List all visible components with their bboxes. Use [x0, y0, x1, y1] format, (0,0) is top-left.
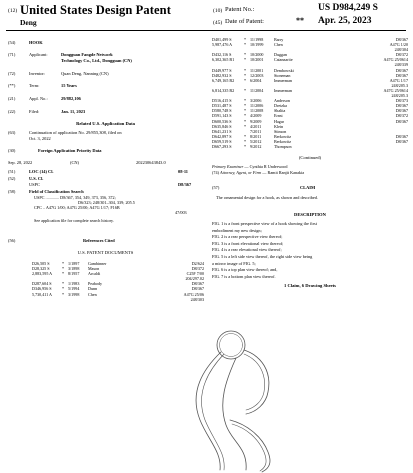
reference-no: D659,519 S — [212, 138, 232, 144]
reference-name: Berkowitz — [274, 138, 292, 144]
refs-subheading: U.S. PATENT DOCUMENTS — [77, 250, 134, 255]
reference-name: Dembowski — [274, 67, 294, 73]
reference-name: Catanzarite — [274, 57, 293, 63]
reference-date: 8/1957 — [68, 271, 80, 277]
field-value: 29/882,106 — [61, 96, 81, 101]
field-label: Inventor: — [29, 71, 46, 76]
field-value: 15 Years — [61, 83, 77, 88]
description-line: embodiment my new design; — [212, 227, 262, 233]
reference-cls: A47G 1/20 — [389, 42, 408, 48]
hook-wire-left — [196, 352, 221, 470]
reference-cls: D8/373 — [395, 98, 408, 104]
reference-name: Thompson — [274, 143, 292, 149]
patent-type-title: United States Design Patent — [20, 3, 171, 17]
patent-date: Apr. 25, 2023 — [318, 16, 372, 26]
date-label: Date of Patent: — [225, 18, 264, 25]
reference-star: * — [244, 87, 247, 93]
field-label: Field of Classification Search — [29, 189, 84, 194]
field-code: (71) — [8, 52, 16, 57]
reference-date: 9/2009 — [250, 118, 262, 124]
reference-no: 2,883,595 A — [32, 271, 53, 277]
reference-star: * — [62, 261, 65, 266]
reference-cls: D8/367 — [191, 286, 204, 292]
hook-ball-outline — [217, 331, 245, 359]
field-code: (30) — [8, 148, 16, 153]
reference-date: 11/1998 — [250, 37, 264, 42]
reference-star: * — [244, 77, 247, 83]
description-line: a mirror image of FIG. 5; — [212, 260, 256, 266]
reference-no: 5,730,411 A — [32, 291, 52, 297]
reference-name: Dretzka — [274, 103, 287, 109]
reference-date: 8/2011 — [250, 133, 262, 139]
field-code: (63) — [8, 130, 16, 135]
reference-name: Mason — [88, 266, 100, 272]
header-code-10: (10) — [213, 8, 223, 14]
reference-name: Barry — [274, 37, 284, 42]
reference-name: Chen — [274, 42, 283, 48]
reference-cls: 248/304 — [394, 47, 408, 53]
reference-no: D26,505 S — [32, 261, 50, 266]
reference-date: 12/2003 — [250, 72, 264, 78]
reference-name: Arcaldi — [88, 271, 101, 277]
reference-star: * — [244, 138, 247, 144]
field-code: (57) — [212, 185, 220, 190]
reference-no: D531,487 S — [212, 103, 232, 109]
reference-cls: D2/624 — [191, 261, 204, 266]
field-label: USPC — [29, 182, 40, 187]
patent-number: US D984,249 S — [318, 3, 378, 13]
description-line: FIG. 5 is a left side view thereof, the right side view being — [212, 253, 313, 259]
field-code: (52) — [8, 176, 16, 181]
reference-date: 4/2009 — [250, 113, 262, 119]
description-heading: DESCRIPTION — [294, 212, 326, 217]
refs-heading: References Cited — [83, 238, 115, 243]
attorney-name: — Ramit Ranjit Kanakia — [262, 170, 305, 175]
reference-name: Peabody — [88, 281, 103, 287]
field-label: Applicant: — [29, 52, 48, 57]
reference-no: D401,499 S — [212, 37, 232, 42]
reference-no: D642,897 S — [212, 133, 232, 139]
reference-star: * — [244, 98, 247, 104]
hook-ball-inner — [220, 334, 243, 357]
reference-name: Stinson — [274, 128, 287, 134]
reference-no: 6,302,365 B1 — [212, 57, 235, 63]
reference-no: D591,143 S — [212, 113, 232, 119]
claims-sheets-line: 1 Claim, 6 Drawing Sheets — [284, 283, 336, 288]
field-value: D8/367 — [178, 182, 192, 187]
reference-cls: A47G 25/06 — [183, 291, 204, 297]
field-label: Term: — [29, 83, 40, 88]
reference-date: 6/2004 — [250, 77, 262, 83]
reference-star: * — [244, 118, 247, 124]
reference-star: * — [62, 271, 65, 277]
field-code: (**) — [8, 83, 16, 88]
reference-no: D516,415 S — [212, 98, 232, 104]
inventor-surname: Deng — [20, 18, 37, 27]
reference-no: D28,325 S — [32, 266, 50, 272]
reference-date: 10/1999 — [250, 42, 264, 48]
reference-cls: A47G 1/17 — [389, 77, 408, 83]
see-app-history: See application file for complete search history. — [34, 218, 114, 223]
reference-date: 3/1998 — [68, 291, 80, 297]
reference-name: Dunn — [88, 286, 98, 292]
reference-star: * — [244, 108, 247, 114]
field-code: (22) — [8, 109, 16, 114]
reference-no: 6,814,335 B2 — [212, 87, 235, 93]
foreign-date: Sep. 28, 2022 — [8, 160, 33, 165]
hook-curl — [230, 420, 270, 472]
field-code: (54) — [8, 40, 16, 45]
reference-no: D449,977 S — [212, 67, 232, 73]
reference-star: * — [244, 37, 247, 42]
reference-date: 3/1898 — [68, 266, 80, 272]
search-line: CPC .. A47G 1/00; A47G 25/00; A47G 1/17; F16B — [34, 205, 120, 210]
field-value: Quan Deng, Nanning (CN) — [61, 71, 109, 76]
field-label: Appl. No.: — [29, 96, 48, 101]
field-label: Filed: — [29, 109, 40, 114]
field-value: Continuation of application No. 29/855,308, filed on Oct. 3, 2022 — [29, 130, 122, 141]
reference-cls: A47G 25/0614 — [383, 87, 408, 93]
reference-name: Chen — [88, 291, 97, 297]
reference-star: * — [62, 281, 65, 287]
reference-date: 11/2001 — [250, 67, 264, 73]
description-line: FIG. 7 is a bottom plan view thereof. — [212, 273, 276, 279]
reference-date: 11/2008 — [250, 108, 264, 114]
reference-date: 3/2006 — [250, 98, 262, 104]
field-label: U.S. Cl. — [29, 176, 44, 181]
reference-cls: D8/367 — [395, 103, 408, 109]
foreign-heading: Foreign Application Priority Data — [38, 148, 102, 153]
description-line: FIG. 4 is a rear elevational view thereof; — [212, 247, 282, 253]
field-code: (56) — [8, 238, 16, 243]
reference-name: Anderson — [274, 98, 290, 104]
reference-cls: D8/367 — [395, 72, 408, 78]
reference-cls: D8/367 — [395, 67, 408, 73]
hook-curl-inner — [232, 424, 266, 471]
foreign-country: (CN) — [70, 160, 80, 165]
field-code: (58) — [8, 189, 16, 194]
field-label: HOOK — [29, 40, 43, 45]
hook-wire-mid — [223, 358, 246, 470]
attorney-label: Attorney, Agent, or Firm — [220, 170, 262, 175]
reference-name: Duggan — [274, 52, 287, 58]
reference-date: 11/2006 — [250, 103, 264, 109]
reference-star: * — [244, 57, 247, 63]
reference-cls: D8/367 — [395, 138, 408, 144]
reference-cls: D8/367 — [395, 118, 408, 124]
header-code-12: (12) — [8, 8, 18, 14]
field-label: LOC (14) Cl. — [29, 169, 54, 174]
reference-name: Gambinner — [88, 261, 107, 266]
reference-date: 4/2011 — [250, 123, 262, 129]
refs-continued: (Continued) — [298, 155, 322, 160]
reference-name: Immerman — [274, 77, 292, 83]
reference-name: Immerman — [274, 87, 292, 93]
reference-date: 11/2004 — [250, 87, 264, 93]
primary-examiner-name: — Cynthia R Underwood — [244, 164, 288, 169]
reference-cls: 248/205.3 — [391, 82, 408, 88]
reference-no: D641,231 S — [212, 128, 232, 134]
foreign-number: 202230643843.0 — [136, 160, 166, 165]
search-line: 47/003 — [175, 210, 187, 215]
reference-star: * — [244, 72, 247, 78]
reference-date: 7/2011 — [250, 128, 262, 134]
reference-cls: 248/339 — [394, 62, 408, 68]
reference-cls: 204/297.02 — [185, 276, 204, 282]
reference-date: 10/2000 — [250, 52, 264, 58]
reference-name: Ernst — [274, 113, 283, 119]
reference-star: * — [62, 286, 65, 292]
reference-star: * — [244, 52, 247, 58]
description-line: FIG. 3 is a front elevational view thereof; — [212, 240, 284, 246]
reference-no: D346,956 S — [32, 286, 52, 292]
patent-no-label: Patent No.: — [225, 6, 255, 13]
field-value: 08-11 — [178, 169, 189, 174]
reference-name: Stoneman — [274, 72, 291, 78]
description-line: FIG. 2 is a rear perspective view thereof; — [212, 234, 283, 240]
reference-star: * — [244, 67, 247, 73]
reference-cls: D8/372 — [191, 266, 204, 272]
reference-no: D635,846 S — [212, 123, 232, 129]
reference-star: * — [62, 266, 65, 272]
reference-no: D432,116 S — [212, 52, 232, 58]
reference-no: D580,748 S — [212, 108, 232, 114]
reference-date: 1/1983 — [68, 281, 80, 287]
claim-heading: CLAIM — [300, 185, 316, 190]
field-value: Jan. 11, 2023 — [61, 109, 86, 114]
reference-star: * — [244, 123, 247, 129]
reference-date: 9/2012 — [250, 143, 262, 149]
reference-cls: 248/303 — [190, 296, 204, 302]
reference-cls: A47G 25/0614 — [383, 57, 408, 63]
reference-star: * — [244, 133, 247, 139]
reference-date: 5/2012 — [250, 138, 262, 144]
field-code: (72) — [8, 71, 16, 76]
reference-name: Berkowitz — [274, 133, 292, 139]
reference-no: D667,293 S — [212, 143, 232, 149]
search-line: D6/323; 248/301–304, 339; 205.5 — [78, 200, 135, 205]
field-value: Dongguan Fangde Network Technology Co., Ltd., Dongguan (CN) — [61, 52, 132, 63]
reference-no: 6,749,165 B2 — [212, 77, 235, 83]
attorney-code: (74) — [212, 170, 219, 175]
related-heading: Related U.S. Application Data — [76, 121, 135, 126]
reference-date: 1/1897 — [68, 261, 80, 266]
description-line: FIG. 6 is a top plan view thereof; and, — [212, 267, 278, 273]
reference-star: * — [244, 143, 247, 149]
reference-cls: D8/367 — [191, 281, 204, 287]
reference-cls: C25F 7/00 — [186, 271, 204, 277]
reference-date: 10/2001 — [250, 57, 264, 63]
reference-cls: D8/367 — [395, 37, 408, 42]
reference-name: Klein — [274, 123, 284, 129]
reference-cls: D8/372 — [395, 52, 408, 58]
primary-examiner-label: Primary Examiner — [212, 164, 244, 169]
reference-star: * — [62, 291, 65, 297]
reference-star: * — [244, 113, 247, 119]
date-stars: ** — [296, 16, 304, 25]
reference-date: 5/1994 — [68, 286, 80, 292]
reference-name: Shalita — [274, 108, 286, 114]
reference-name: Hagar — [274, 118, 285, 124]
reference-no: D287,604 S — [32, 281, 52, 287]
reference-cls: D8/367 — [395, 133, 408, 139]
field-code: (21) — [8, 96, 16, 101]
reference-cls: D8/367 — [395, 108, 408, 114]
reference-no: 5,987,476 A — [212, 42, 233, 48]
reference-cls: D8/372 — [395, 113, 408, 119]
reference-no: D600,536 S — [212, 118, 232, 124]
field-code: (51) — [8, 169, 16, 174]
reference-cls: 248/205.3 — [391, 93, 408, 99]
search-line: USPC ............. D8/367, 354, 349, 373, 356, 372; — [34, 195, 116, 200]
reference-no: D482,932 S — [212, 72, 232, 78]
header-code-45: (45) — [213, 20, 223, 26]
claim-text: The ornamental design for a hook, as shown and described. — [216, 195, 319, 200]
description-line: FIG. 1 is a front perspective view of a hook showing the first — [212, 221, 317, 226]
reference-star: * — [244, 42, 247, 48]
reference-star: * — [244, 103, 247, 109]
